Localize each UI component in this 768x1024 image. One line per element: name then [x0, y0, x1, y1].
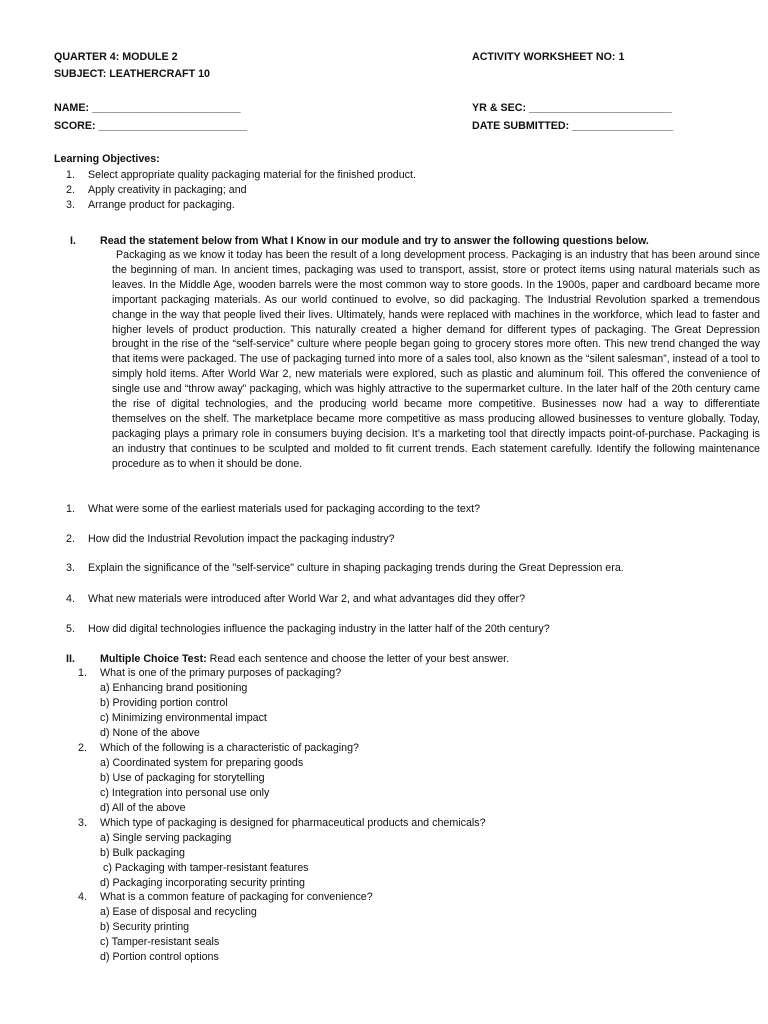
answer-option[interactable]: a) Coordinated system for preparing goods [100, 756, 304, 769]
question-item: 4. What new materials were introduced after World War 2, and what advantages did they offer? [66, 593, 526, 605]
section2-heading: Multiple Choice Test: Read each sentence and choose the letter of your best answer. [100, 653, 510, 665]
question-item: 2. How did the Industrial Revolution impact the packaging industry? [66, 533, 395, 545]
score-field[interactable]: SCORE: _________________________ [54, 120, 248, 132]
answer-option[interactable]: b) Security printing [100, 920, 190, 933]
question-item: 3. Explain the significance of the "self-service" culture in shaping packaging trends during the Great Depression era. [66, 562, 624, 574]
question-item: 5. How did digital technologies influence the packaging industry in the latter half of the 20th century? [66, 623, 550, 635]
mcq-item: 2. Which of the following is a characteristic of packaging? a) Coordinated system for preparing goods b) Use of packaging for storytelling c) Integration into personal use only d) All of the above [100, 741, 740, 816]
answer-option[interactable]: a) Enhancing brand positioning [100, 681, 248, 694]
objectives-title: Learning Objectives: [54, 153, 160, 165]
section1-numeral: I. [70, 235, 76, 247]
yr-sec-field[interactable]: YR & SEC: ________________________ [472, 102, 672, 114]
mcq-item: 1. What is one of the primary purposes of packaging? a) Enhancing brand positioning b) Providing portion control c) Minimizing environmental impact d) None of the above [100, 666, 740, 741]
answer-option[interactable]: b) Bulk packaging [100, 846, 185, 859]
worksheet-number: ACTIVITY WORKSHEET NO: 1 [472, 51, 625, 63]
answer-option[interactable]: b) Use of packaging for storytelling [100, 771, 265, 784]
answer-option[interactable]: a) Single serving packaging [100, 831, 232, 844]
answer-option[interactable]: d) Portion control options [100, 950, 219, 963]
date-submitted-field[interactable]: DATE SUBMITTED: _________________ [472, 120, 674, 132]
mcq-item: 3. Which type of packaging is designed for pharmaceutical products and chemicals? a) Single serving packaging b) Bulk packaging c) Packaging with tamper-resistant features d) Packaging incorporating security printing [100, 816, 740, 891]
answer-option[interactable]: d) All of the above [100, 801, 186, 814]
subject: SUBJECT: LEATHERCRAFT 10 [54, 68, 210, 80]
answer-option[interactable]: d) Packaging incorporating security printing [100, 876, 305, 889]
reading-passage: Packaging as we know it today has been the result of a long development process. Packaging is an industry that has been around since the beginning of man. In ancient times, packaging was used to transport, assist, store or protect items using natural materials such as leaves. In the Middle Age, wooden barrels were the most common way to store goods. In the 1900s, paper and cardboard became more important packaging materials. As our world continued to evolve, so did packaging. The Industrial Revolution sparked a tremendous change in the way that people lived their lives. Ultimately, hands were replaced with machines in the workforce, which lead to faster and higher levels of product production. This naturally created a higher demand for different types of packaging. The Great Depression brought in the rise of the “self-service” culture where people began going to grocery stores more often. This new trend changed the way that items were packaged. The use of packaging turned into more of a sales tool, also known as the “silent salesman”, instead of a tool to simply hold items. After World War 2, new materials were explored, such as plastic and aluminum foil. This offered the convenience of single use and “throw away” packaging, which was highly attractive to the supermarket culture. In the later half of the 20th century came the rise of digital technologies, and the producing world became more competitive. Businesses now had a way to differentiate themselves on the shelf. The marketplace became more competitive as mass producing allowed businesses to venture globally. Today, packaging plays a primary role in consumers buying decision. It’s a marketing tool that directly impacts point-of-purchase. Packaging is an industry that continues to be sculpted and molded to fit current trends. Each statement carefully. Identify the following maintenance procedure as to when it should be done. [112, 249, 760, 470]
answer-option[interactable]: c) Minimizing environmental impact [100, 711, 267, 724]
answer-option[interactable]: c) Packaging with tamper-resistant features [100, 861, 309, 874]
answer-option[interactable]: d) None of the above [100, 726, 200, 739]
mcq-item: 4. What is a common feature of packaging for convenience? a) Ease of disposal and recycling b) Security printing c) Tamper-resistant seals d) Portion control options [100, 890, 740, 965]
section2-numeral: II. [66, 653, 75, 665]
section1-heading: Read the statement below from What I Know in our module and try to answer the following questions below. [100, 235, 649, 247]
name-field[interactable]: NAME: _________________________ [54, 102, 241, 114]
question-item: 1. What were some of the earliest materials used for packaging according to the text? [66, 503, 481, 515]
answer-option[interactable]: a) Ease of disposal and recycling [100, 905, 257, 918]
answer-option[interactable]: c) Integration into personal use only [100, 786, 270, 799]
list-item: 2. Apply creativity in packaging; and [66, 183, 247, 196]
list-item: 3. Arrange product for packaging. [66, 198, 235, 211]
quarter-module: QUARTER 4: MODULE 2 [54, 51, 178, 63]
answer-option[interactable]: b) Providing portion control [100, 696, 228, 709]
list-item: 1. Select appropriate quality packaging material for the finished product. [66, 169, 416, 181]
objectives-list [66, 168, 728, 213]
answer-option[interactable]: c) Tamper-resistant seals [100, 935, 220, 948]
